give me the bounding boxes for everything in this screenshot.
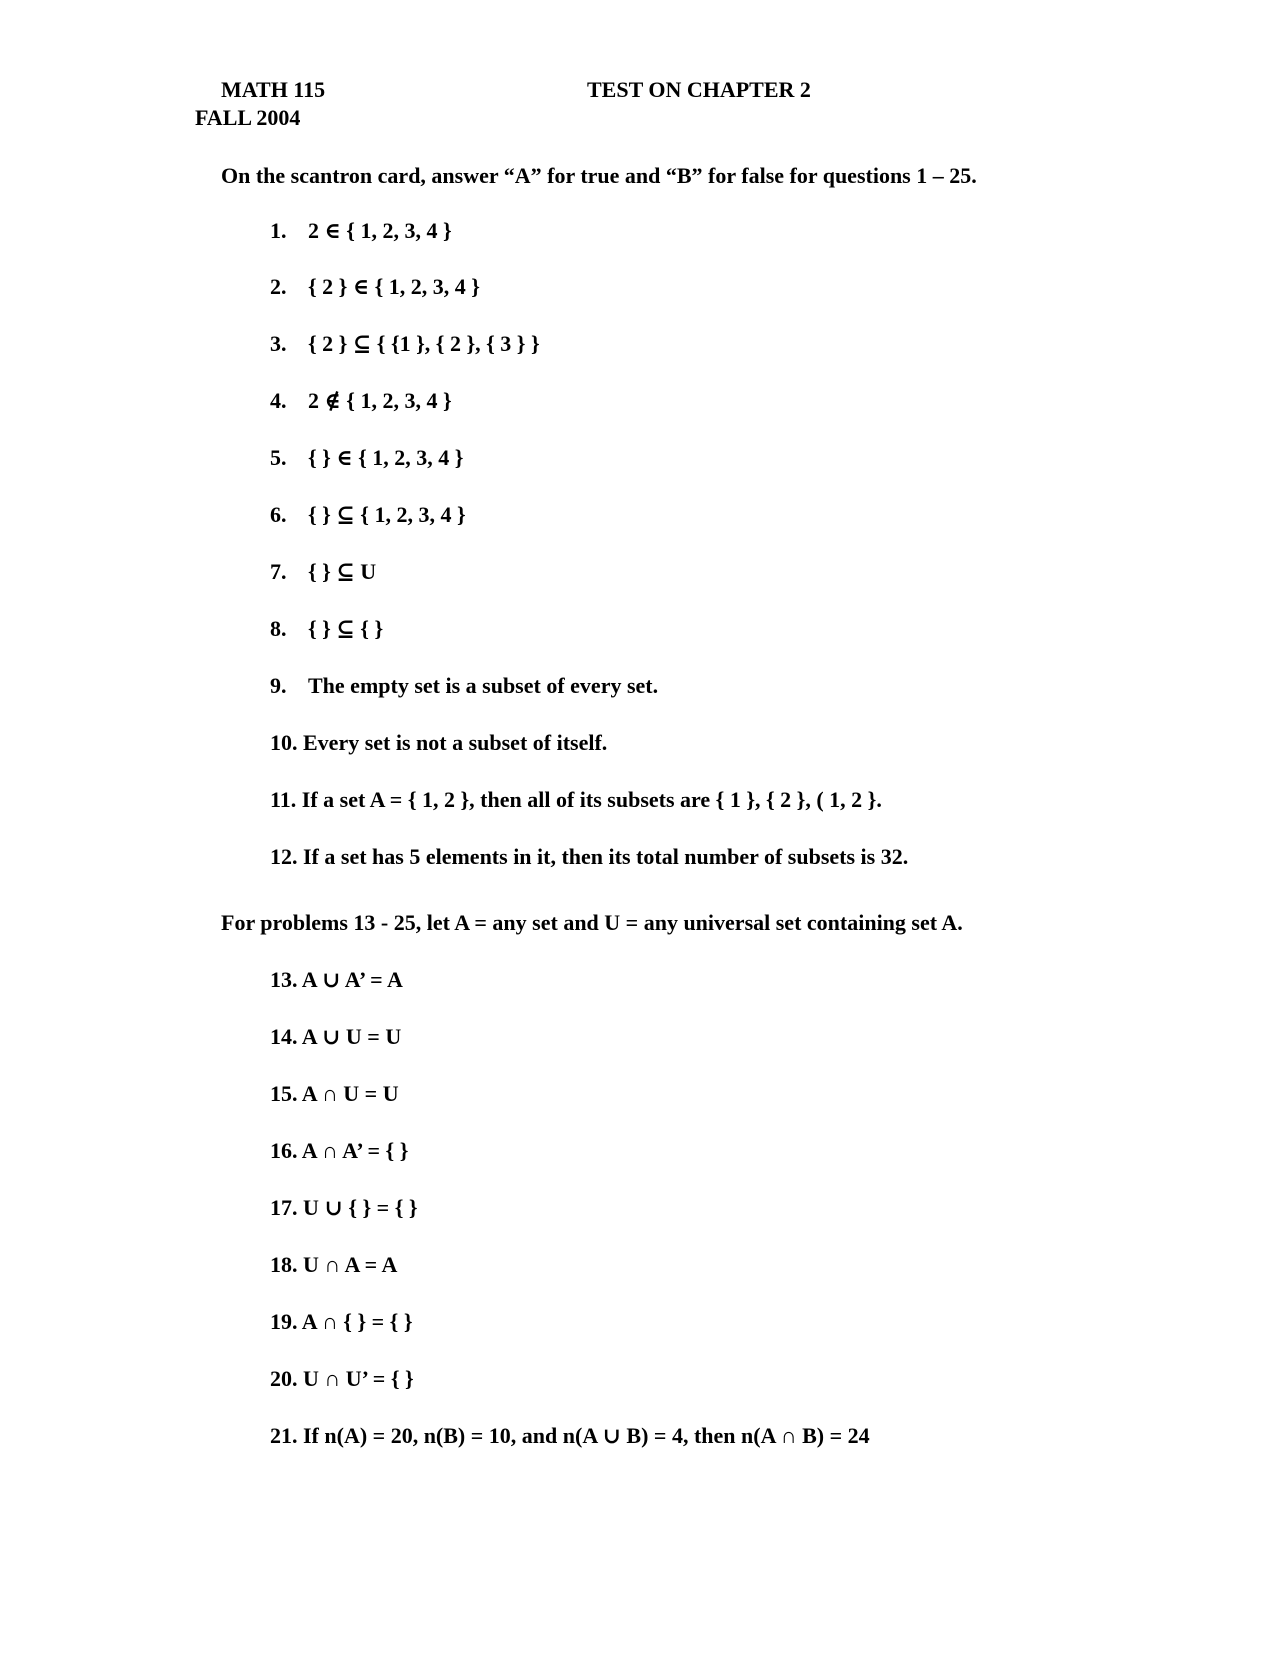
question-text: A ∩ U = U: [301, 1081, 399, 1106]
question-item: [270, 1083, 399, 1105]
question-item: [270, 789, 882, 811]
question-number: 10.: [270, 730, 298, 755]
question-text: U ∪ { } = { }: [303, 1195, 418, 1220]
question-text: A ∩ { } = { }: [301, 1309, 413, 1334]
question-number: 20.: [270, 1366, 298, 1391]
question-text: The empty set is a subset of every set.: [308, 673, 659, 698]
question-number: 6.: [270, 502, 287, 527]
question-text: If n(A) = 20, n(B) = 10, and n(A ∪ B) = 4, then n(A ∩ B) = 24: [303, 1423, 870, 1448]
question-number: 16.: [270, 1138, 298, 1163]
instruction-main: On the scantron card, answer “A” for true and “B” for false for questions 1 – 25.: [221, 163, 977, 188]
question-item: [270, 1254, 397, 1276]
question-item: [270, 969, 403, 991]
question-text: { } ⊆ U: [308, 559, 377, 584]
question-number: 5.: [270, 445, 287, 470]
test-title: TEST ON CHAPTER 2: [587, 77, 811, 102]
question-text: { } ∈ { 1, 2, 3, 4 }: [308, 445, 464, 470]
question-item: [270, 1140, 408, 1162]
course-label: MATH 115: [221, 77, 326, 102]
question-item: [270, 846, 908, 868]
question-number: 2.: [270, 274, 287, 299]
question-item: [270, 1425, 870, 1447]
question-item: [270, 1197, 418, 1219]
question-text: { } ⊆ { }: [308, 616, 384, 641]
question-number: 19.: [270, 1309, 298, 1334]
question-text: U ∩ A = A: [303, 1252, 398, 1277]
question-number: 21.: [270, 1423, 298, 1448]
question-text: If a set has 5 elements in it, then its total number of subsets is 32.: [303, 844, 909, 869]
question-text: U ∩ U’ = { }: [303, 1366, 414, 1391]
question-text: { 2 } ∈ { 1, 2, 3, 4 }: [308, 274, 480, 299]
question-number: 11.: [270, 787, 297, 812]
question-number: 1.: [270, 218, 287, 243]
question-text: 2 ∈ { 1, 2, 3, 4 }: [308, 218, 452, 243]
question-text: Every set is not a subset of itself.: [303, 730, 608, 755]
question-text: A ∪ A’ = A: [301, 967, 403, 992]
question-text: { 2 } ⊆ { {1 }, { 2 }, { 3 } }: [308, 331, 540, 356]
question-number: 17.: [270, 1195, 298, 1220]
question-number: 18.: [270, 1252, 298, 1277]
question-item: [270, 732, 607, 754]
question-text: 2 ∉ { 1, 2, 3, 4 }: [308, 388, 452, 413]
question-number: 8.: [270, 616, 287, 641]
question-text: A ∩ A’ = { }: [301, 1138, 409, 1163]
question-number: 12.: [270, 844, 298, 869]
question-item: [270, 1368, 414, 1390]
question-number: 14.: [270, 1024, 298, 1049]
question-item: [270, 1311, 413, 1333]
question-text: { } ⊆ { 1, 2, 3, 4 }: [308, 502, 466, 527]
question-number: 9.: [270, 673, 287, 698]
semester-label: FALL 2004: [195, 105, 301, 130]
question-number: 7.: [270, 559, 287, 584]
question-text: If a set A = { 1, 2 }, then all of its subsets are { 1 }, { 2 }, ( 1, 2 }.: [301, 787, 882, 812]
question-number: 15.: [270, 1081, 298, 1106]
question-number: 3.: [270, 331, 287, 356]
instruction-section-2: For problems 13 - 25, let A = any set and U = any universal set containing set A.: [221, 910, 963, 935]
question-number: 4.: [270, 388, 287, 413]
question-text: A ∪ U = U: [301, 1024, 402, 1049]
question-number: 13.: [270, 967, 298, 992]
question-item: [270, 1026, 401, 1048]
